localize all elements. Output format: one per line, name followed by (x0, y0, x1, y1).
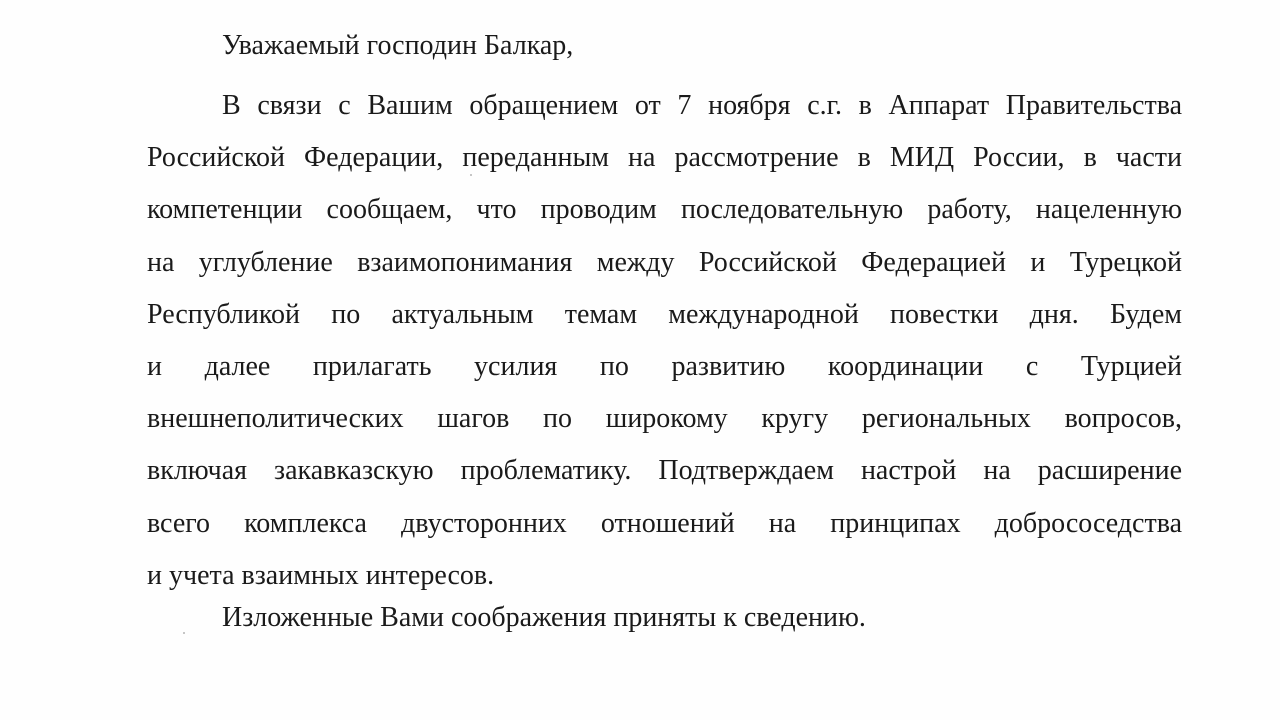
body-line: и далее прилагать усилия по развитию координации с Турцией (147, 351, 1182, 383)
letter-closing: Изложенные Вами соображения приняты к сведению. (222, 602, 866, 633)
body-line: внешнеполитических шагов по широкому кругу региональных вопросов, (147, 403, 1182, 435)
letter-greeting: Уважаемый господин Балкар, (222, 30, 574, 61)
body-line: Республикой по актуальным темам международной повестки дня. Будем (147, 298, 1182, 330)
scan-speck (183, 632, 185, 634)
body-line: Российской Федерации, переданным на рассмотрение в МИД России, в части (147, 142, 1182, 174)
body-line: и учета взаимных интересов. (147, 559, 495, 591)
body-line: на углубление взаимопонимания между Российской Федерацией и Турецкой (147, 246, 1182, 278)
body-line: В связи с Вашим обращением от 7 ноября с.г. в Аппарат Правительства (222, 90, 1182, 121)
scan-speck (470, 174, 472, 176)
body-line: включая закавказскую проблематику. Подтверждаем настрой на расширение (147, 455, 1182, 487)
letter-body-paragraph (147, 80, 1182, 602)
body-line: всего комплекса двусторонних отношений на принципах добрососедства (147, 507, 1182, 539)
body-line: компетенции сообщаем, что проводим последовательную работу, нацеленную (147, 194, 1182, 226)
